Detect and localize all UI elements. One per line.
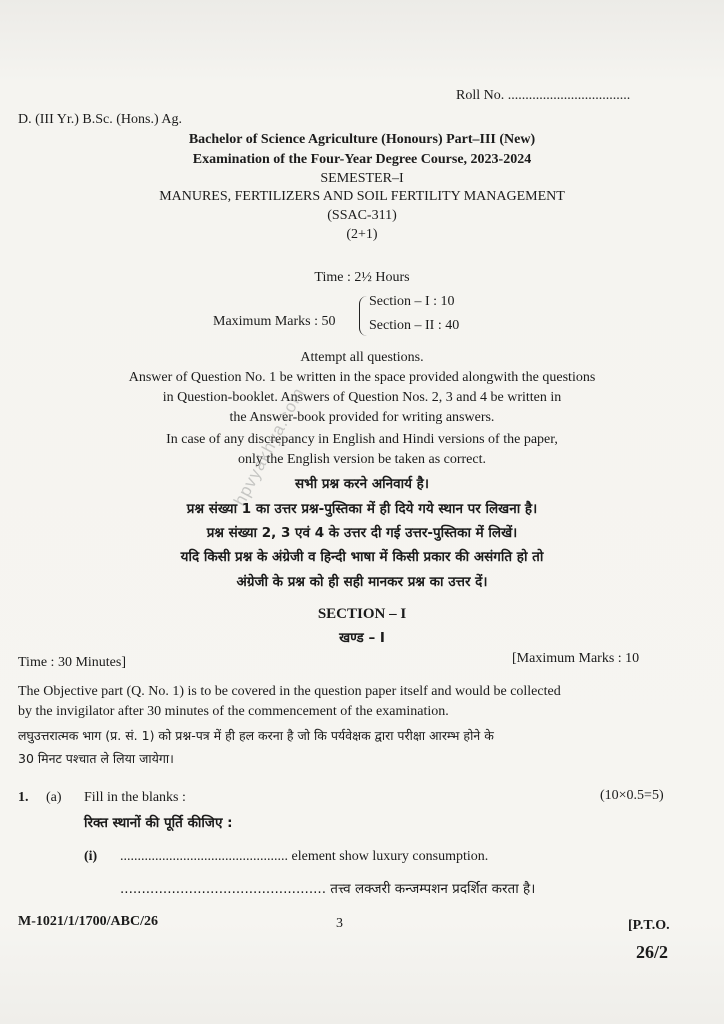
instruction-hi-line: प्रश्न संख्या 2, 3 एवं 4 के उत्तर दी गई उत्तर-पुस्तिका में लिखें।: [206, 525, 518, 541]
section-time: Time : 30 Minutes]: [18, 655, 126, 670]
objective-note: The Objective part (Q. No. 1) is to be covered in the question paper itself and would be collected: [18, 684, 561, 699]
handwritten-mark: 26/2: [636, 942, 669, 962]
pto-marker: [P.T.O.: [628, 918, 670, 933]
instruction-en-line: in Question-booklet. Answers of Question Nos. 2, 3 and 4 be written in: [162, 390, 562, 405]
instruction-en-line: the Answer-book provided for writing answers.: [229, 410, 495, 425]
sub-question-text-hindi: ................................................ तत्त्व लक्जरी कन्जम्पशन प्रदर्शित करता है।: [120, 881, 536, 897]
total-time: Time : 2½ Hours: [314, 270, 410, 285]
exam-title: Examination of the Four-Year Degree Course, 2023-2024: [192, 152, 532, 167]
instruction-attempt-all: Attempt all questions.: [300, 350, 424, 365]
sub-question-number: (i): [84, 849, 98, 864]
question-marks: (10×0.5=5): [600, 788, 664, 803]
objective-note: by the invigilator after 30 minutes of the commencement of the examination.: [18, 704, 449, 719]
question-instruction: Fill in the blanks :: [84, 790, 186, 805]
semester-label: SEMESTER–I: [320, 171, 404, 186]
section2-marks: Section – II : 40: [369, 318, 460, 333]
sub-question-text: ................................................ element show luxury consumption.: [120, 849, 489, 864]
marks-brace: [359, 296, 368, 336]
paper-code-footer: M-1021/1/1700/ABC/26: [18, 914, 158, 929]
section1-marks: Section – I : 10: [369, 294, 455, 309]
paper-code: (SSAC-311): [327, 208, 397, 223]
objective-note-hindi: लघुउत्तरात्मक भाग (प्र. सं. 1) को प्रश्न-पत्र में ही हल करना है जो कि पर्यवेक्षक द्वारा परीक्षा आरम्भ होने के: [18, 728, 494, 743]
section-max-marks: [Maximum Marks : 10: [512, 651, 640, 666]
section-title-hindi: खण्ड – I: [339, 630, 385, 646]
section-title: SECTION – I: [317, 606, 407, 622]
instruction-hi-line: अंग्रेजी के प्रश्न को ही सही मानकर प्रश्न का उत्तर दें।: [236, 574, 488, 590]
instruction-en-line: only the English version be taken as correct.: [237, 452, 487, 467]
question-part: (a): [46, 790, 62, 805]
objective-note-hindi: 30 मिनट पश्चात ले लिया जायेगा।: [18, 751, 174, 766]
maximum-marks-label: Maximum Marks : 50: [213, 314, 336, 329]
watermark-text: hpvyakhya.com: [230, 384, 309, 509]
instruction-hi-line: प्रश्न संख्या 1 का उत्तर प्रश्न-पुस्तिका में ही दिये गये स्थान पर लिखना है।: [186, 501, 538, 517]
course-code: D. (III Yr.) B.Sc. (Hons.) Ag.: [18, 112, 182, 127]
subject-title: MANURES, FERTILIZERS AND SOIL FERTILITY MANAGEMENT: [159, 189, 565, 204]
credits: (2+1): [346, 227, 378, 242]
page-number: 3: [336, 916, 343, 931]
question-instruction-hindi: रिक्त स्थानों की पूर्ति कीजिए :: [84, 815, 233, 831]
instruction-en-line: In case of any discrepancy in English and Hindi versions of the paper,: [166, 432, 558, 447]
instruction-en-line: Answer of Question No. 1 be written in the space provided alongwith the questions: [128, 370, 596, 385]
instruction-hi-line: यदि किसी प्रश्न के अंग्रेजी व हिन्दी भाषा में किसी प्रकार की असंगति हो तो: [180, 549, 544, 565]
roll-number-field: Roll No. ...................................: [456, 88, 631, 103]
degree-title: Bachelor of Science Agriculture (Honours) Part–III (New): [188, 132, 536, 147]
question-number: 1.: [18, 790, 29, 805]
instruction-hi-line: सभी प्रश्न करने अनिवार्य है।: [295, 476, 429, 492]
